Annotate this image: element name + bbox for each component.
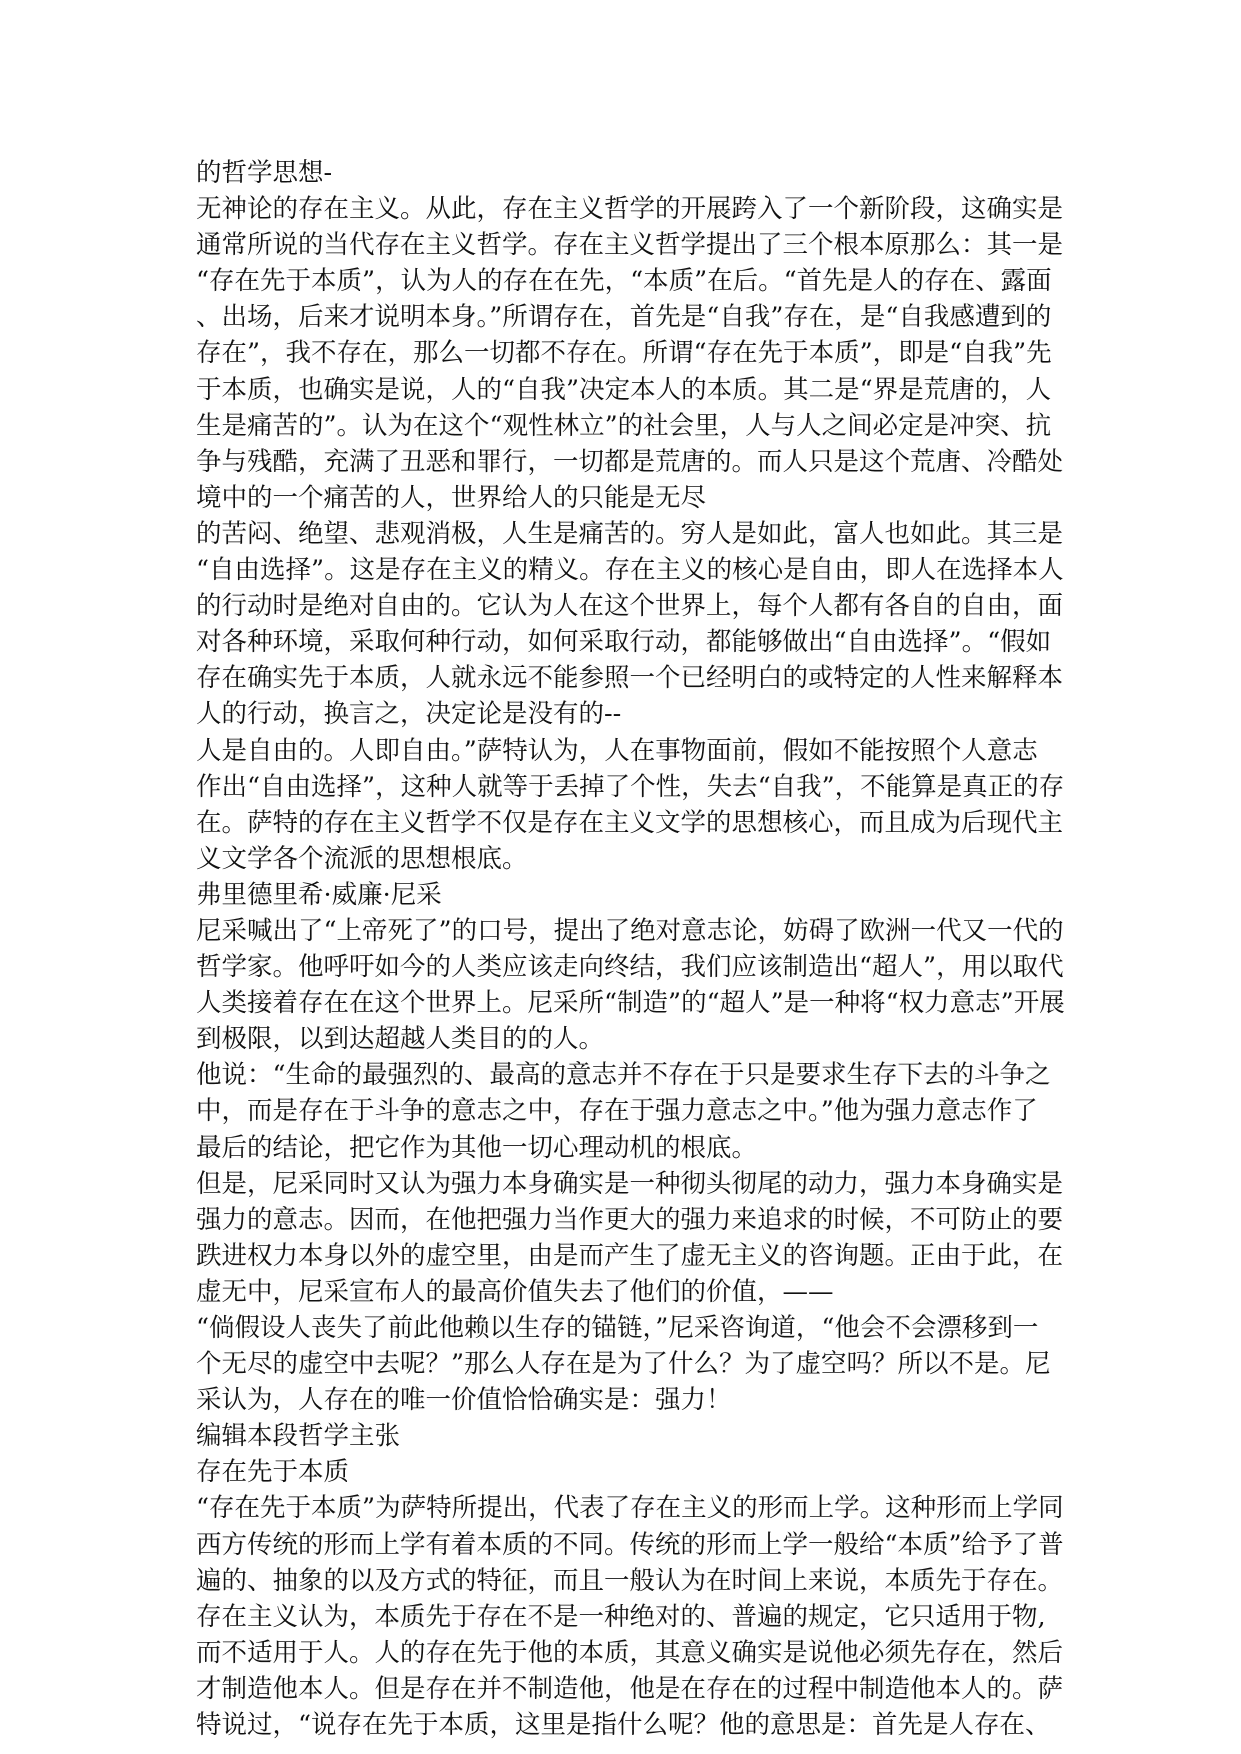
text-line: “存在先于本质”为萨特所提出，代表了存在主义的形而上学。这种形而上学同 xyxy=(196,1493,1064,1524)
text-line: 人的行动，换言之，决定论是没有的-- xyxy=(196,699,622,730)
text-line: 于本质，也确实是说，人的“自我”决定本人的本质。其二是“界是荒唐的，人 xyxy=(196,374,1052,405)
text-line: 作出“自由选择”，这种人就等于丢掉了个性，失去“自我”，不能算是真正的存 xyxy=(196,771,1065,802)
text-line: 西方传统的形而上学有着本质的不同。传统的形而上学一般给“本质”给予了普 xyxy=(196,1529,1064,1560)
text-line: 争与残酷，充满了丑恶和罪行，一切都是荒唐的。而人只是这个荒唐、冷酷处 xyxy=(196,446,1064,477)
text-line: “存在先于本质”，认为人的存在在先，“本质”在后。“首先是人的存在、露面 xyxy=(196,266,1052,297)
text-line: 无神论的存在主义。从此，存在主义哲学的开展跨入了一个新阶段，这确实是 xyxy=(196,194,1064,225)
text-line: 的苦闷、绝望、悲观消极，人生是痛苦的。穷人是如此，富人也如此。其三是 xyxy=(196,518,1064,549)
text-line: 通常所说的当代存在主义哲学。存在主义哲学提出了三个根本原那么：其一是 xyxy=(196,230,1064,261)
text-line: 存在确实先于本质，人就永远不能参照一个已经明白的或特定的人性来解释本 xyxy=(196,663,1064,694)
text-line: 对各种环境，采取何种行动，如何采取行动，都能够做出“自由选择”。“假如 xyxy=(196,627,1052,658)
text-line: 虚无中，尼采宣布人的最高价值失去了他们的价值，—— xyxy=(196,1276,834,1307)
text-line: 跌进权力本身以外的虚空里，由是而产生了虚无主义的咨询题。正由于此，在 xyxy=(196,1240,1064,1271)
text-line: 强力的意志。因而，在他把强力当作更大的强力来追求的时候，不可防止的要 xyxy=(196,1204,1064,1235)
text-line: 尼采喊出了“上帝死了”的口号，提出了绝对意志论，妨碍了欧洲一代又一代的 xyxy=(196,915,1064,946)
text-line: “自由选择”。这是存在主义的精义。存在主义的核心是自由，即人在选择本人 xyxy=(196,555,1064,586)
text-line: 境中的一个痛苦的人，世界给人的只能是无尽 xyxy=(196,482,707,513)
text-line: 但是，尼采同时又认为强力本身确实是一种彻头彻尾的动力，强力本身确实是 xyxy=(196,1168,1064,1199)
text-line: “倘假设人丧失了前此他赖以生存的锚链，”尼采咨询道，“他会不会漂移到一 xyxy=(196,1313,1039,1343)
section-heading: 弗里德里希·威廉·尼采 xyxy=(196,879,442,910)
text-line: 的哲学思想- xyxy=(196,158,333,188)
text-line: 哲学家。他呼吁如今的人类应该走向终结，我们应该制造出“超人”，用以取代 xyxy=(196,952,1064,983)
text-line: 采认为，人存在的唯一价值恰恰确实是：强力！ xyxy=(196,1385,732,1416)
text-line: 到极限，以到达超越人类目的的人。 xyxy=(196,1024,605,1055)
text-line: 他说：“生命的最强烈的、最高的意志并不存在于只是要求生存下去的斗争之 xyxy=(196,1060,1051,1091)
text-line: 存在”，我不存在，那么一切都不存在。所谓“存在先于本质”，即是“自我”先 xyxy=(196,338,1052,369)
text-line: 生是痛苦的”。认为在这个“观性林立”的社会里，人与人之间必定是冲突、抗 xyxy=(196,410,1052,441)
text-line: 个无尽的虚空中去呢？”那么人存在是为了什么？为了虚空吗？所以不是。尼 xyxy=(196,1349,1051,1380)
text-line: 存在主义认为，本质先于存在不是一种绝对的、普遍的规定，它只适用于物, xyxy=(196,1601,1046,1632)
text-line: 特说过，“说存在先于本质，这里是指什么呢？他的意思是：首先是人存在、 xyxy=(196,1710,1051,1741)
text-line: 最后的结论，把它作为其他一切心理动机的根底。 xyxy=(196,1132,758,1163)
text-line: 的行动时是绝对自由的。它认为人在这个世界上，每个人都有各自的自由，面 xyxy=(196,591,1064,622)
section-heading: 编辑本段哲学主张 xyxy=(196,1421,401,1452)
text-line: 而不适用于人。人的存在先于他的本质，其意义确实是说他必须先存在，然后 xyxy=(196,1637,1064,1668)
section-heading: 存在先于本质 xyxy=(196,1457,350,1488)
text-line: 在。萨特的存在主义哲学不仅是存在主义文学的思想核心，而且成为后现代主 xyxy=(196,807,1064,838)
text-line: 中，而是存在于斗争的意志之中，存在于强力意志之中。”他为强力意志作了 xyxy=(196,1096,1038,1127)
text-line: 人是自由的。人即自由。”萨特认为，人在事物面前，假如不能按照个人意志 xyxy=(196,735,1038,766)
text-line: 遍的、抽象的以及方式的特征，而且一般认为在时间上来说，本质先于存在。 xyxy=(196,1565,1064,1596)
text-line: 才制造他本人。但是存在并不制造他，他是在存在的过程中制造他本人的。萨 xyxy=(196,1673,1064,1704)
document-body xyxy=(196,155,1065,1743)
text-line: 、出场，后来才说明本身。”所谓存在，首先是“自我”存在，是“自我感遭到的 xyxy=(196,302,1052,333)
text-line: 义文学各个流派的思想根底。 xyxy=(196,843,528,874)
text-line: 人类接着存在在这个世界上。尼采所“制造”的“超人”是一种将“权力意志”开展 xyxy=(196,988,1065,1019)
